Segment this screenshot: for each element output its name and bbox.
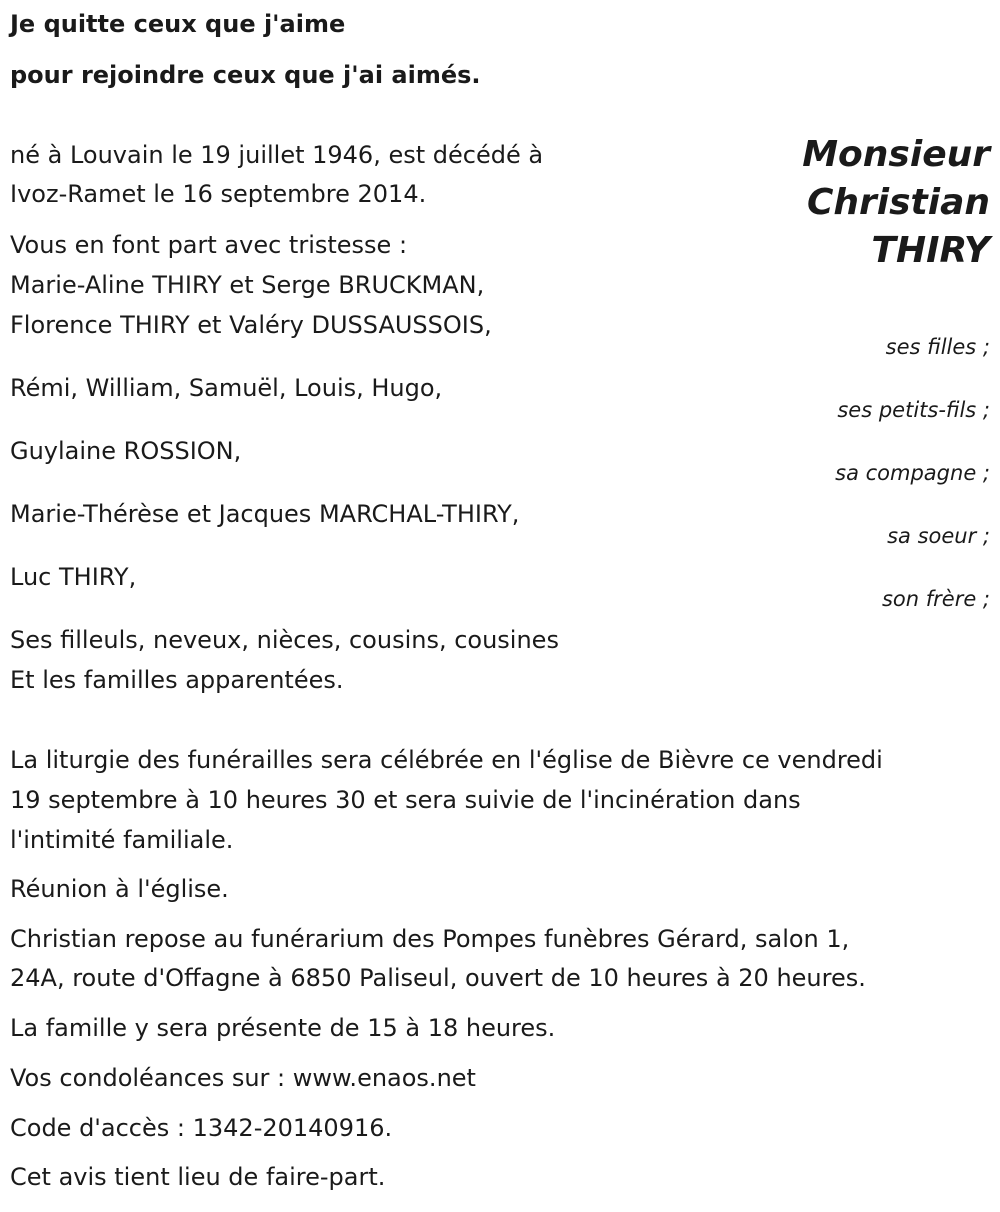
daughters-line-2: Florence THIRY et Valéry DUSSAUSSOIS, — [10, 311, 492, 339]
liturgy-line-2: 19 septembre à 10 heures 30 et sera suivie de l'incinération dans — [10, 786, 801, 814]
rest-line-2: 24A, route d'Offagne à 6850 Paliseul, ouvert de 10 heures à 20 heures. — [10, 964, 866, 992]
rest-line-1: Christian repose au funérarium des Pompes funèbres Gérard, salon 1, — [10, 925, 850, 953]
condolences-line: Vos condoléances sur : www.enaos.net — [10, 1064, 476, 1092]
liturgy-line-1: La liturgie des funérailles sera célébrée en l'église de Bièvre ce vendredi — [10, 746, 883, 774]
sister-line: Marie-Thérèse et Jacques MARCHAL-THIRY, — [10, 500, 520, 528]
daughters-line-1: Marie-Aline THIRY et Serge BRUCKMAN, — [10, 271, 485, 299]
relation-sister: sa soeur ; — [887, 524, 990, 548]
deceased-last-name: THIRY — [871, 230, 990, 271]
access-code-line: Code d'accès : 1342-20140916. — [10, 1114, 393, 1142]
relation-daughters: ses filles ; — [885, 335, 990, 359]
epitaph-line-1: Je quitte ceux que j'aime — [10, 10, 346, 38]
birth-death-line-1: né à Louvain le 19 juillet 1946, est décédé à — [10, 141, 544, 169]
brother-line: Luc THIRY, — [10, 563, 137, 591]
liturgy-line-3: l'intimité familiale. — [10, 826, 234, 854]
grandsons-line: Rémi, William, Samuël, Louis, Hugo, — [10, 374, 443, 402]
notice-line: Cet avis tient lieu de faire-part. — [10, 1163, 386, 1191]
partner-line: Guylaine ROSSION, — [10, 437, 242, 465]
birth-death-line-2: Ivoz-Ramet le 16 septembre 2014. — [10, 180, 427, 208]
others-line-1: Ses filleuls, neveux, nièces, cousins, cousines — [10, 626, 559, 654]
relation-grandsons: ses petits-fils ; — [837, 398, 990, 422]
meeting-line: Réunion à l'église. — [10, 875, 229, 903]
epitaph-line-2: pour rejoindre ceux que j'ai aimés. — [10, 61, 481, 89]
family-present-line: La famille y sera présente de 15 à 18 heures. — [10, 1014, 556, 1042]
announcement-intro: Vous en font part avec tristesse : — [10, 231, 408, 259]
relation-partner: sa compagne ; — [835, 461, 990, 485]
relation-brother: son frère ; — [881, 587, 990, 611]
deceased-title: Monsieur — [802, 134, 990, 175]
deceased-first-name: Christian — [806, 182, 990, 223]
others-line-2: Et les familles apparentées. — [10, 666, 344, 694]
